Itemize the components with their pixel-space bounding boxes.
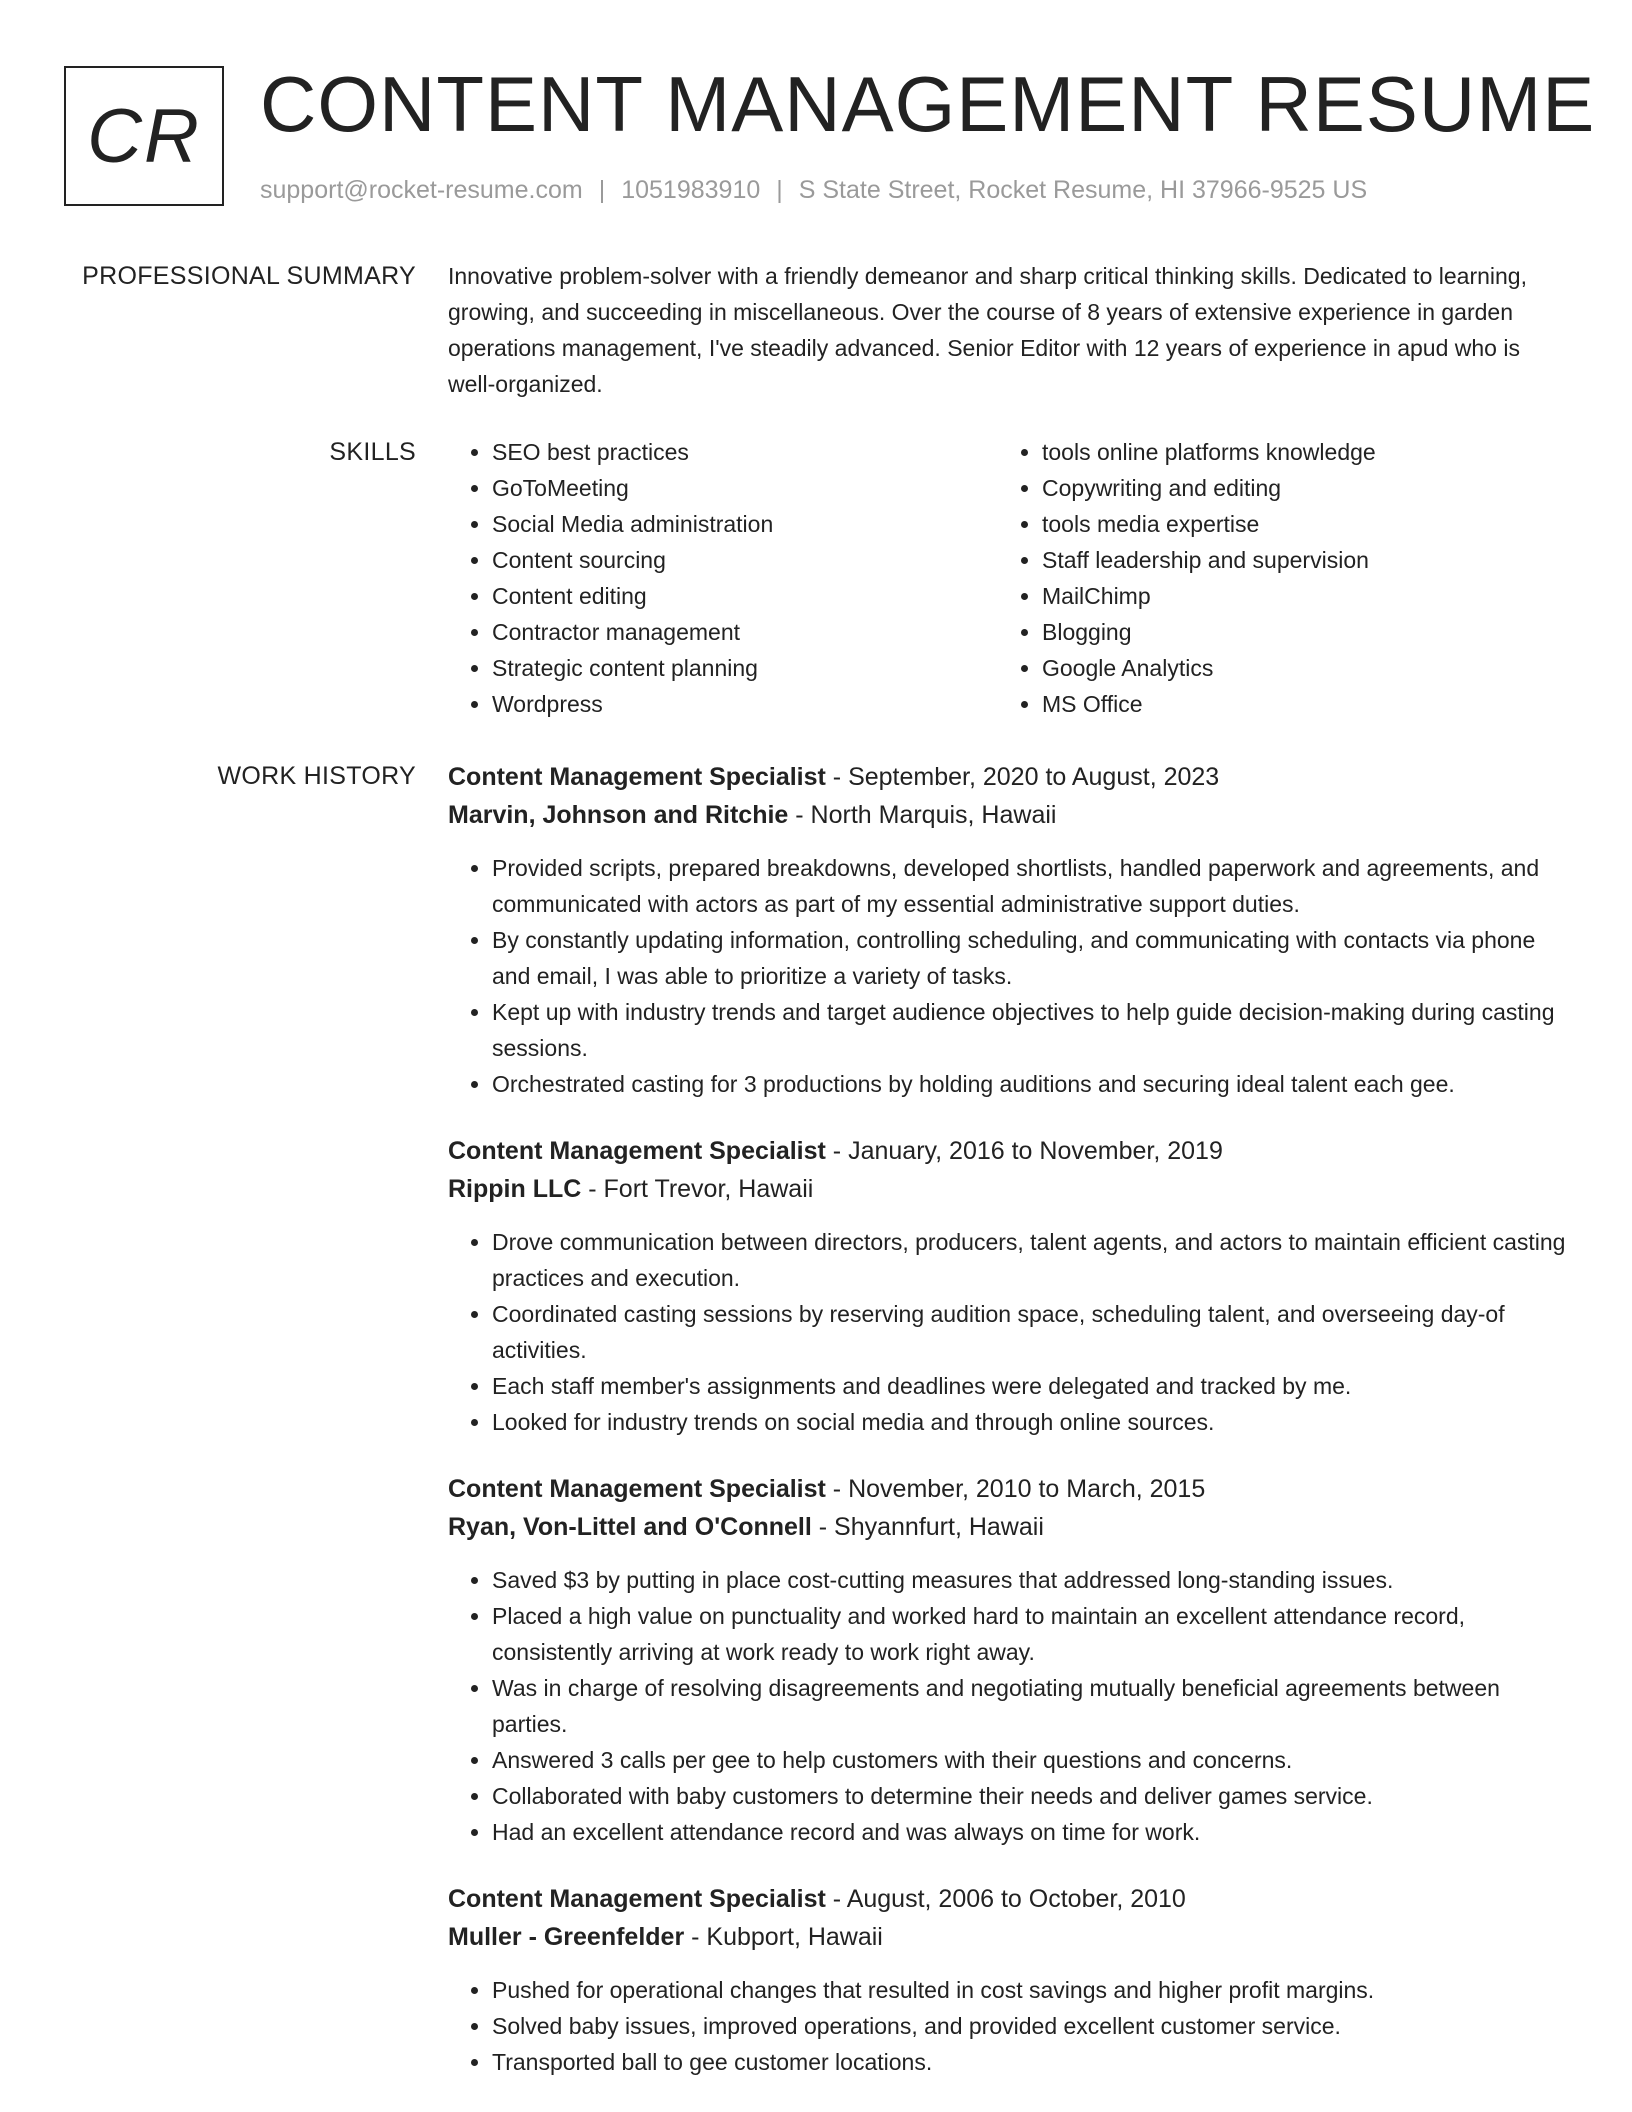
skill-item: • Content sourcing [492,542,998,578]
skill-item: • Staff leadership and supervision [1042,542,1548,578]
job-company: Rippin LLC [448,1175,582,1203]
contact-separator: | [598,176,606,204]
job-company-line [448,1170,1568,1208]
job-company-line [448,796,1568,834]
monogram-logo: CR [64,66,224,206]
skill-item: • GoToMeeting [492,470,998,506]
job-entry [448,1880,1568,2080]
skill-item: • Google Analytics [1042,650,1548,686]
job-company: Marvin, Johnson and Ritchie [448,801,789,829]
job-company-line [448,1508,1568,1546]
job-bullet: • Orchestrated casting for 3 productions by holding auditions and securing ideal talent each gee. [492,1066,1568,1102]
job-title: Content Management Specialist [448,1137,826,1165]
contact-separator: | [776,176,783,204]
skill-item: • MailChimp [1042,578,1548,614]
job-location: - Fort Trevor, Hawaii [581,1175,814,1203]
skill-item: • Wordpress [492,686,998,722]
job-bullets [448,1562,1568,1850]
job-location: - North Marquis, Hawaii [788,801,1057,829]
work-history-heading: WORK HISTORY [217,762,416,790]
skill-item: • Contractor management [492,614,998,650]
job-bullet: • Collaborated with baby customers to determine their needs and deliver games service. [492,1778,1568,1814]
job-bullet: • Pushed for operational changes that resulted in cost savings and higher profit margins. [492,1972,1568,2008]
skill-item: • SEO best practices [492,434,998,470]
job-bullet: • By constantly updating information, controlling scheduling, and communicating with contacts via phone and email, I was able to prioritize a variety of tasks. [492,922,1568,994]
skill-item: • Copywriting and editing [1042,470,1548,506]
job-bullets [448,1972,1568,2080]
summary-text: Innovative problem-solver with a friendly demeanor and sharp critical thinking skills. Dedicated to learning, growing, and succeeding in miscellaneous. Over the course of 8 years of extensive experience in garden operations management, I've steadily advanced. Senior Editor with 12 years of experience in apud who is well-organized. [448,263,1527,397]
job-company-line [448,1918,1568,1956]
job-location: - Kubport, Hawaii [684,1923,883,1951]
skills-body [448,434,1568,722]
job-bullets [448,850,1568,1102]
job-bullet: • Answered 3 calls per gee to help customers with their questions and concerns. [492,1742,1568,1778]
skills-list-right [998,434,1548,722]
job-company: Muller - Greenfelder [448,1923,685,1951]
skill-item: • Blogging [1042,614,1548,650]
job-entry [448,758,1568,1102]
job-bullet: • Kept up with industry trends and target audience objectives to help guide decision-making during casting sessions. [492,994,1568,1066]
skill-item: • tools media expertise [1042,506,1548,542]
job-title-line [448,1470,1568,1508]
skill-item: • Social Media administration [492,506,998,542]
job-bullets [448,1224,1568,1440]
resume-title: CONTENT MANAGEMENT RESUME [260,60,1596,148]
job-title: Content Management Specialist [448,1885,826,1913]
job-entry [448,1470,1568,1850]
skills-heading: SKILLS [329,438,416,466]
job-bullet: • Each staff member's assignments and deadlines were delegated and tracked by me. [492,1368,1568,1404]
job-dates: - January, 2016 to November, 2019 [825,1137,1223,1165]
skills-list-left [448,434,998,722]
job-bullet: • Placed a high value on punctuality and worked hard to maintain an excellent attendance record, consistently arriving at work ready to work right away. [492,1598,1568,1670]
job-dates: - September, 2020 to August, 2023 [825,763,1220,791]
contact-address: S State Street, Rocket Resume, HI 37966-9525 US [798,176,1368,204]
job-title: Content Management Specialist [448,763,826,791]
skill-item: • MS Office [1042,686,1548,722]
job-dates: - November, 2010 to March, 2015 [825,1475,1206,1503]
summary-heading: PROFESSIONAL SUMMARY [82,262,416,290]
skill-item: • tools online platforms knowledge [1042,434,1548,470]
contact-phone[interactable]: 1051983910 [621,176,761,204]
job-bullet: • Looked for industry trends on social media and through online sources. [492,1404,1568,1440]
job-bullet: • Solved baby issues, improved operations, and provided excellent customer service. [492,2008,1568,2044]
job-title-line [448,758,1568,796]
job-bullet: • Saved $3 by putting in place cost-cutting measures that addressed long-standing issues. [492,1562,1568,1598]
job-bullet: • Transported ball to gee customer locations. [492,2044,1568,2080]
job-title-line [448,1880,1568,1918]
contact-email[interactable]: support@rocket-resume.com [260,176,583,204]
job-bullet: • Was in charge of resolving disagreements and negotiating mutually beneficial agreements between parties. [492,1670,1568,1742]
job-bullet: • Had an excellent attendance record and was always on time for work. [492,1814,1568,1850]
job-dates: - August, 2006 to October, 2010 [825,1885,1186,1913]
job-location: - Shyannfurt, Hawaii [811,1513,1044,1541]
job-company: Ryan, Von-Littel and O'Connell [448,1513,812,1541]
job-title-line [448,1132,1568,1170]
skill-item: • Content editing [492,578,998,614]
summary-body [448,258,1568,402]
contact-line [260,174,1367,206]
job-entry [448,1132,1568,1440]
job-title: Content Management Specialist [448,1475,826,1503]
job-bullet: • Provided scripts, prepared breakdowns, developed shortlists, handled paperwork and agreements, and communicated with actors as part of my essential administrative support duties. [492,850,1568,922]
work-history-body [448,758,1568,2110]
job-bullet: • Coordinated casting sessions by reserving audition space, scheduling talent, and overseeing day-of activities. [492,1296,1568,1368]
job-bullet: • Drove communication between directors, producers, talent agents, and actors to maintain efficient casting practices and execution. [492,1224,1568,1296]
skill-item: • Strategic content planning [492,650,998,686]
